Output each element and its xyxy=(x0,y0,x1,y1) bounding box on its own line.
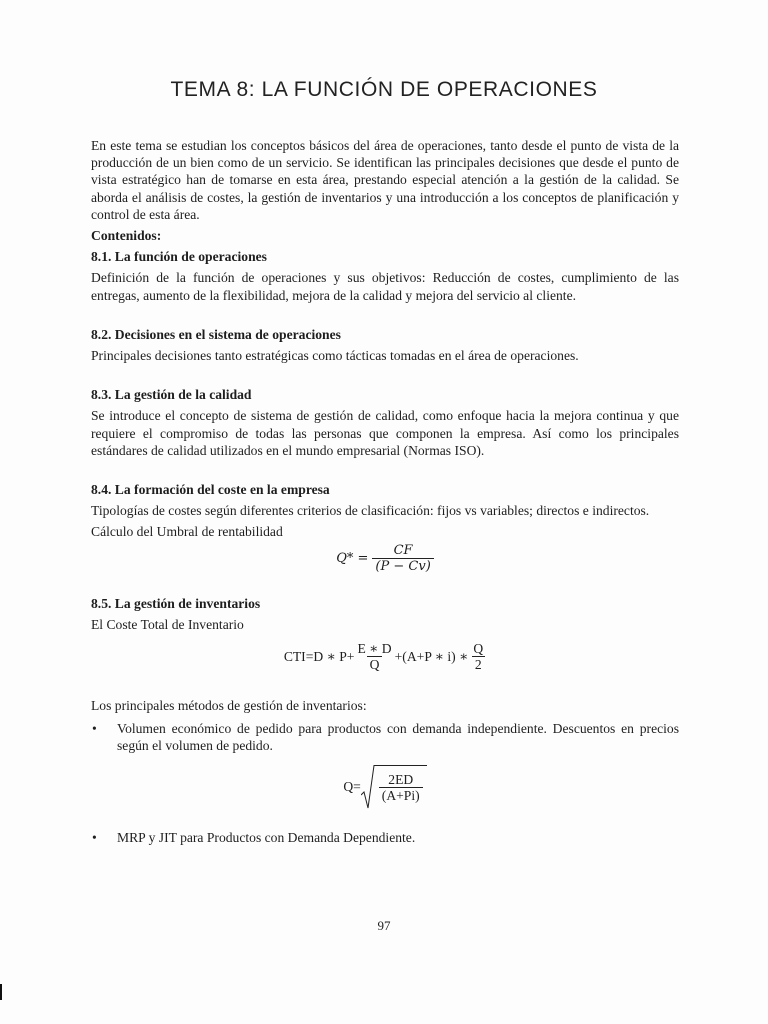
formula-denominator: 2 xyxy=(472,656,485,673)
formula-lhs: Q= xyxy=(343,779,361,795)
methods-intro: Los principales métodos de gestión de inventarios: xyxy=(91,698,367,714)
section-text: Definición de la función de operaciones y sus objetivos: Reducción de costes, cumplimiento de las entregas, aumento de la flexibilidad, mejora de la calidad y mejora del servicio al cliente. xyxy=(91,270,679,303)
contents-label: Contenidos: xyxy=(91,228,162,244)
section-text: Tipologías de costes según diferentes criterios de clasificación: fijos vs variables; directos e indirectos. xyxy=(91,503,650,519)
formula-part: CTI=D ∗ P+ xyxy=(283,649,355,665)
list-item-text: Volumen económico de pedido para productos con demanda independiente. Descuentos en precios según el volumen de pedido. xyxy=(117,721,679,754)
scan-edge-mark xyxy=(0,984,2,1000)
section-8-4 xyxy=(91,481,679,575)
formula-fraction xyxy=(470,641,486,673)
section-8-1 xyxy=(91,248,679,304)
section-8-5 xyxy=(91,595,679,673)
list-item xyxy=(91,829,679,846)
break-even-formula xyxy=(91,543,679,575)
list-item xyxy=(91,720,679,754)
formula-numerator: CF xyxy=(393,542,413,558)
section-text: Se introduce el concepto de sistema de gestión de calidad, como enfoque hacia la mejora continua y que requiere el compromiso de todas las personas que componen la empresa. Así como los principales estándares de calidad utilizados en el mundo empresarial (Normas ISO). xyxy=(91,408,679,458)
formula-lhs: Q* = xyxy=(336,551,369,567)
formula-fraction xyxy=(379,772,423,804)
section-text-secondary: Cálculo del Umbral de rentabilidad xyxy=(91,524,283,540)
page-body xyxy=(91,137,679,846)
page-title: TEMA 8: LA FUNCIÓN DE OPERACIONES xyxy=(170,78,598,101)
formula-numerator: 2ED xyxy=(388,772,414,788)
formula-numerator: Q xyxy=(473,641,484,657)
section-heading: 8.4. La formación del coste en la empresa xyxy=(91,482,330,498)
section-heading: 8.2. Decisiones en el sistema de operaciones xyxy=(91,326,341,342)
radicand xyxy=(375,765,427,809)
inventory-cost-formula xyxy=(91,641,679,673)
formula-part: +(A+P ∗ i) ∗ xyxy=(394,649,469,665)
formula-denominator: (P − Cv) xyxy=(372,558,433,575)
bullet-icon: • xyxy=(92,721,97,737)
page-number: 97 xyxy=(377,918,391,933)
section-8-3 xyxy=(91,386,679,459)
section-heading: 8.5. La gestión de inventarios xyxy=(91,595,261,611)
formula-fraction xyxy=(372,543,433,575)
formula-denominator: Q xyxy=(367,656,383,673)
list-item-text: MRP y JIT para Productos con Demanda Dependiente. xyxy=(117,829,416,845)
radical-sign-icon xyxy=(361,765,375,809)
eoq-formula xyxy=(91,765,679,809)
square-root xyxy=(361,765,427,809)
formula-numerator: E ∗ D xyxy=(357,641,392,657)
intro-paragraph: En este tema se estudian los conceptos básicos del área de operaciones, tanto desde el punto de vista de la producción de un bien como de un servicio. Se identifican las principales decisiones que desde el punto de vista estratégico han de tomarse en esta área, prestando especial atención a la gestión de la calidad. Se aborda el análisis de costes, la gestión de inventarios y una introducción a los conceptos de planificación y control de esta área. xyxy=(91,138,679,222)
section-text: Principales decisiones tanto estratégicas como tácticas tomadas en el área de operaciones. xyxy=(91,348,579,364)
section-heading: 8.1. La función de operaciones xyxy=(91,249,267,265)
bullet-icon: • xyxy=(92,829,97,845)
formula-denominator: (A+Pi) xyxy=(379,787,423,804)
methods-list xyxy=(91,720,679,754)
section-heading: 8.3. La gestión de la calidad xyxy=(91,387,252,403)
methods-list-continued xyxy=(91,829,679,846)
formula-fraction xyxy=(354,641,394,673)
section-8-2 xyxy=(91,326,679,364)
section-text: El Coste Total de Inventario xyxy=(91,616,244,632)
